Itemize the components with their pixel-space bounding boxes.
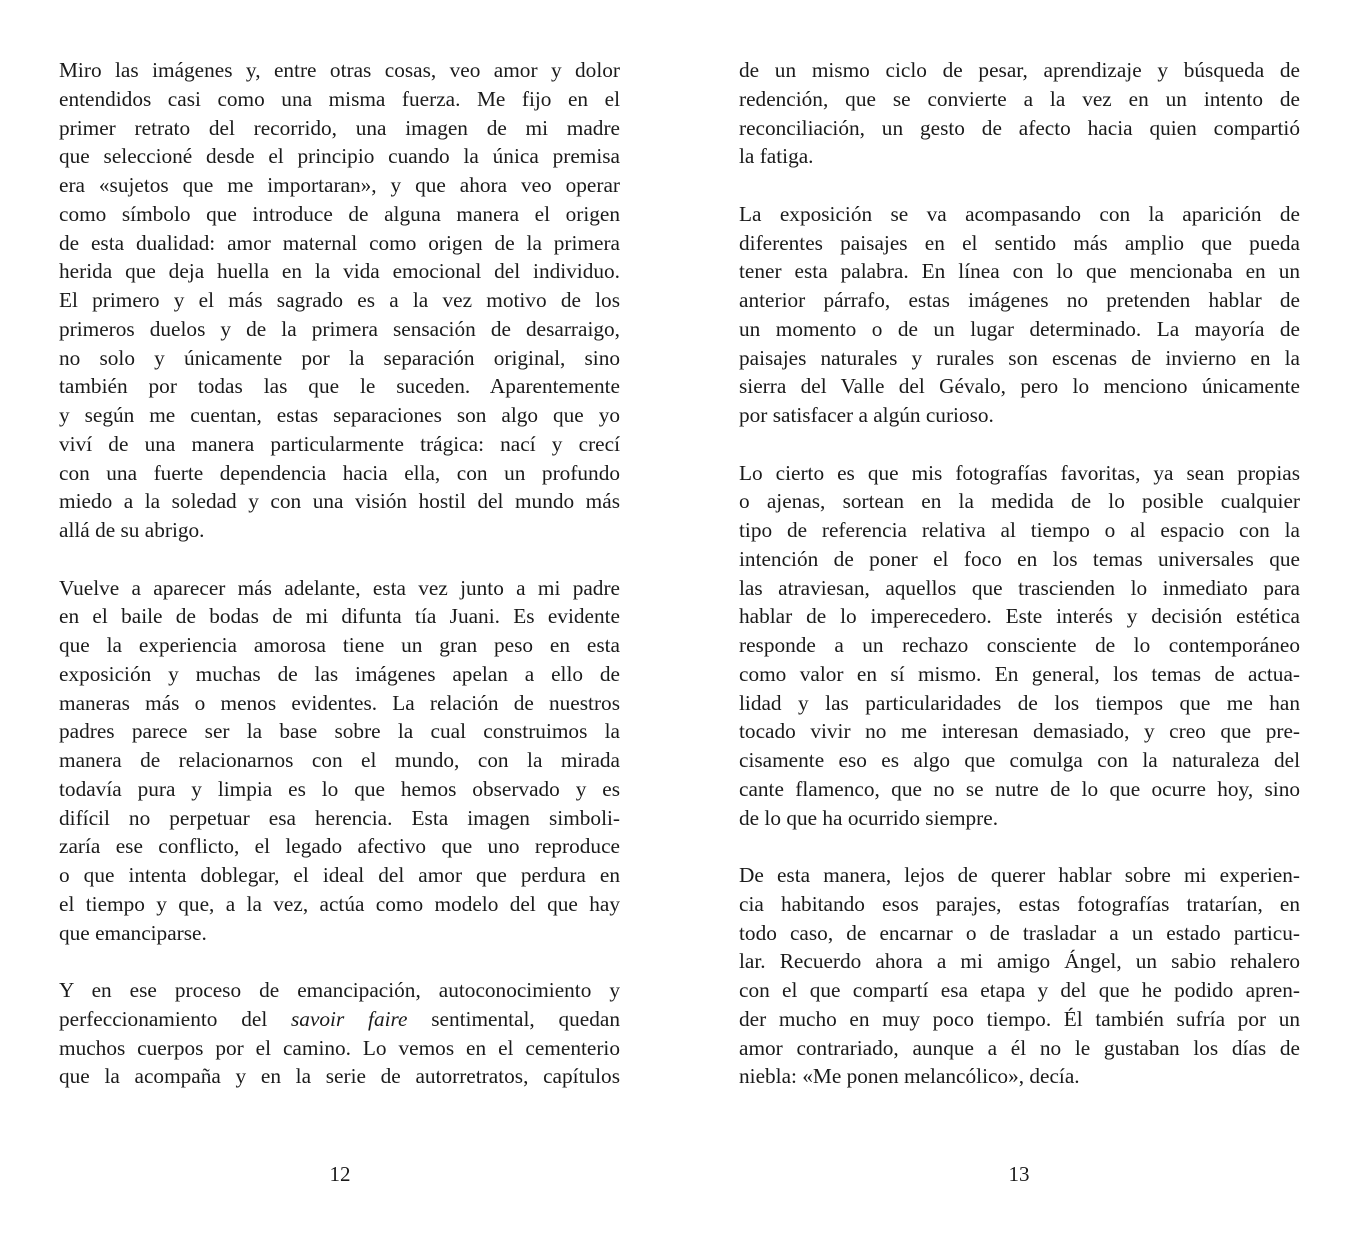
text-line: paisajes naturales y rurales son escenas de invierno en la	[739, 345, 1300, 370]
paragraph	[739, 56, 1300, 171]
text-line: anterior párrafo, estas imágenes no pretenden hablar de	[739, 288, 1300, 312]
text-line: herida que deja huella en la vida emocional del individuo.	[59, 259, 620, 284]
text-line: Lo cierto es que mis fotografías favoritas, ya sean propias	[739, 460, 1300, 485]
text-line: difícil no perpetuar esa herencia. Esta imagen simboli-	[59, 805, 620, 830]
text-line: Y en ese proceso de emancipación, autoconocimiento y	[59, 978, 620, 1002]
paragraph-gap	[59, 947, 620, 976]
text-line	[59, 1005, 620, 1034]
paragraph-gap	[739, 430, 1300, 459]
text-line: sierra del Valle del Gévalo, pero lo menciono únicamente	[739, 374, 1300, 399]
text-line: der mucho en muy poco tiempo. Él también sufría por un	[739, 1006, 1300, 1031]
text-line: era «sujetos que me importaran», y que ahora veo operar	[59, 173, 620, 197]
right-page-body	[739, 56, 1300, 1091]
text-line: Miro las imágenes y, entre otras cosas, veo amor y dolor	[59, 58, 620, 82]
italic-text: savoir faire	[291, 1006, 408, 1031]
text-line: tipo de referencia relativa al tiempo o al espacio con la	[739, 518, 1300, 542]
text-line: la fatiga.	[739, 144, 814, 169]
text-line: intención de poner el foco en los temas universales que	[739, 546, 1300, 571]
text-line: no solo y únicamente por la separación original, sino	[59, 345, 620, 370]
text-line: hablar de lo imperecedero. Este interés y decisión estética	[739, 604, 1300, 629]
text-line: viví de una manera particularmente trágica: nací y crecí	[59, 431, 620, 456]
text-line: exposición y muchas de las imágenes apelan a ello de	[59, 661, 620, 686]
text-line: las atraviesan, aquellos que trascienden lo inmediato para	[739, 575, 1300, 600]
paragraph	[739, 459, 1300, 833]
text-line: todo caso, de encarnar o de trasladar a un estado particu-	[739, 920, 1300, 945]
text-line: cia habitando esos parajes, estas fotografías tratarían, en	[739, 891, 1300, 916]
text-line: zaría ese conflicto, el legado afectivo que uno reproduce	[59, 834, 620, 859]
text-line: manera de relacionarnos con el mundo, con la mirada	[59, 748, 620, 772]
text-line: responde a un rechazo consciente de lo contemporáneo	[739, 633, 1300, 657]
text-line: en el baile de bodas de mi difunta tía Juani. Es evidente	[59, 604, 620, 629]
text-line: amor contrariado, aunque a él no le gustaban los días de	[739, 1035, 1300, 1060]
text-line: un momento o de un lugar determinado. La mayoría de	[739, 316, 1300, 341]
text-line: también por todas las que le suceden. Aparentemente	[59, 374, 620, 399]
text-line: y según me cuentan, estas separaciones son algo que yo	[59, 403, 620, 427]
text-line: que seleccioné desde el principio cuando la única premisa	[59, 144, 620, 169]
paragraph	[59, 976, 620, 1091]
text-line: de esta dualidad: amor maternal como origen de la primera	[59, 230, 620, 255]
left-page-body	[59, 56, 620, 1091]
text-segment: perfeccionamiento del	[59, 1006, 292, 1031]
paragraph-gap	[739, 171, 1300, 200]
text-line: por satisfacer a algún curioso.	[739, 403, 994, 427]
paragraph	[739, 861, 1300, 1091]
text-line: niebla: «Me ponen melancólico», decía.	[739, 1064, 1080, 1089]
text-line: primer retrato del recorrido, una imagen de mi madre	[59, 115, 620, 140]
text-line: entendidos casi como una misma fuerza. Me fijo en el	[59, 86, 620, 111]
text-line: todavía pura y limpia es lo que hemos observado y es	[59, 776, 620, 801]
text-line: padres parece ser la base sobre la cual construimos la	[59, 719, 620, 744]
text-line: como símbolo que introduce de alguna manera el origen	[59, 201, 620, 226]
text-line: tener esta palabra. En línea con lo que mencionaba en un	[739, 259, 1300, 284]
text-line: que la acompaña y en la serie de autorretratos, capítulos	[59, 1064, 620, 1089]
text-line: como valor en sí mismo. En general, los temas de actua-	[739, 661, 1300, 686]
text-line: de lo que ha ocurrido siempre.	[739, 805, 999, 830]
text-line: redención, que se convierte a la vez en un intento de	[739, 86, 1300, 111]
text-line: que la experiencia amorosa tiene un gran peso en esta	[59, 633, 620, 657]
paragraph	[59, 574, 620, 948]
text-line: con una fuerte dependencia hacia ella, con un profundo	[59, 460, 620, 485]
text-line: De esta manera, lejos de querer hablar sobre mi experien-	[739, 863, 1300, 887]
text-line: lidad y las particularidades de los tiempos que me han	[739, 690, 1300, 715]
page-number-right: 13	[1008, 1162, 1030, 1186]
text-line: maneras más o menos evidentes. La relación de nuestros	[59, 690, 620, 715]
text-line: reconciliación, un gesto de afecto hacia quien compartió	[739, 115, 1300, 140]
text-line: lar. Recuerdo ahora a mi amigo Ángel, un sabio rehalero	[739, 949, 1300, 974]
text-line: Vuelve a aparecer más adelante, esta vez junto a mi padre	[59, 575, 620, 600]
text-line: muchos cuerpos por el camino. Lo vemos en el cementerio	[59, 1035, 620, 1060]
text-segment: sentimental, quedan	[407, 1006, 621, 1031]
text-line: primeros duelos y de la primera sensación de desarraigo,	[59, 316, 620, 341]
text-line: de un mismo ciclo de pesar, aprendizaje y búsqueda de	[739, 58, 1300, 82]
text-line: tocado vivir no me interesan demasiado, y creo que pre-	[739, 719, 1300, 744]
text-line: allá de su abrigo.	[59, 518, 205, 542]
text-line: diferentes paisajes en el sentido más amplio que pueda	[739, 230, 1300, 255]
text-line: o que intenta doblegar, el ideal del amor que perdura en	[59, 863, 620, 887]
text-line: miedo a la soledad y con una visión hostil del mundo más	[59, 489, 620, 514]
text-line: o ajenas, sortean en la medida de lo posible cualquier	[739, 489, 1300, 514]
text-line: El primero y el más sagrado es a la vez motivo de los	[59, 288, 620, 312]
text-line: cante flamenco, que no se nutre de lo que ocurre hoy, sino	[739, 776, 1300, 801]
paragraph	[739, 200, 1300, 430]
paragraph-gap	[739, 832, 1300, 861]
paragraph	[59, 56, 620, 545]
text-line: cisamente eso es algo que comulga con la naturaleza del	[739, 748, 1300, 772]
text-line: con el que compartí esa etapa y del que he podido apren-	[739, 978, 1300, 1002]
text-line: La exposición se va acompasando con la aparición de	[739, 201, 1300, 226]
text-line: que emanciparse.	[59, 920, 207, 945]
paragraph-gap	[59, 545, 620, 574]
page-number-left: 12	[329, 1162, 351, 1186]
text-line: el tiempo y que, a la vez, actúa como modelo del que hay	[59, 891, 620, 916]
